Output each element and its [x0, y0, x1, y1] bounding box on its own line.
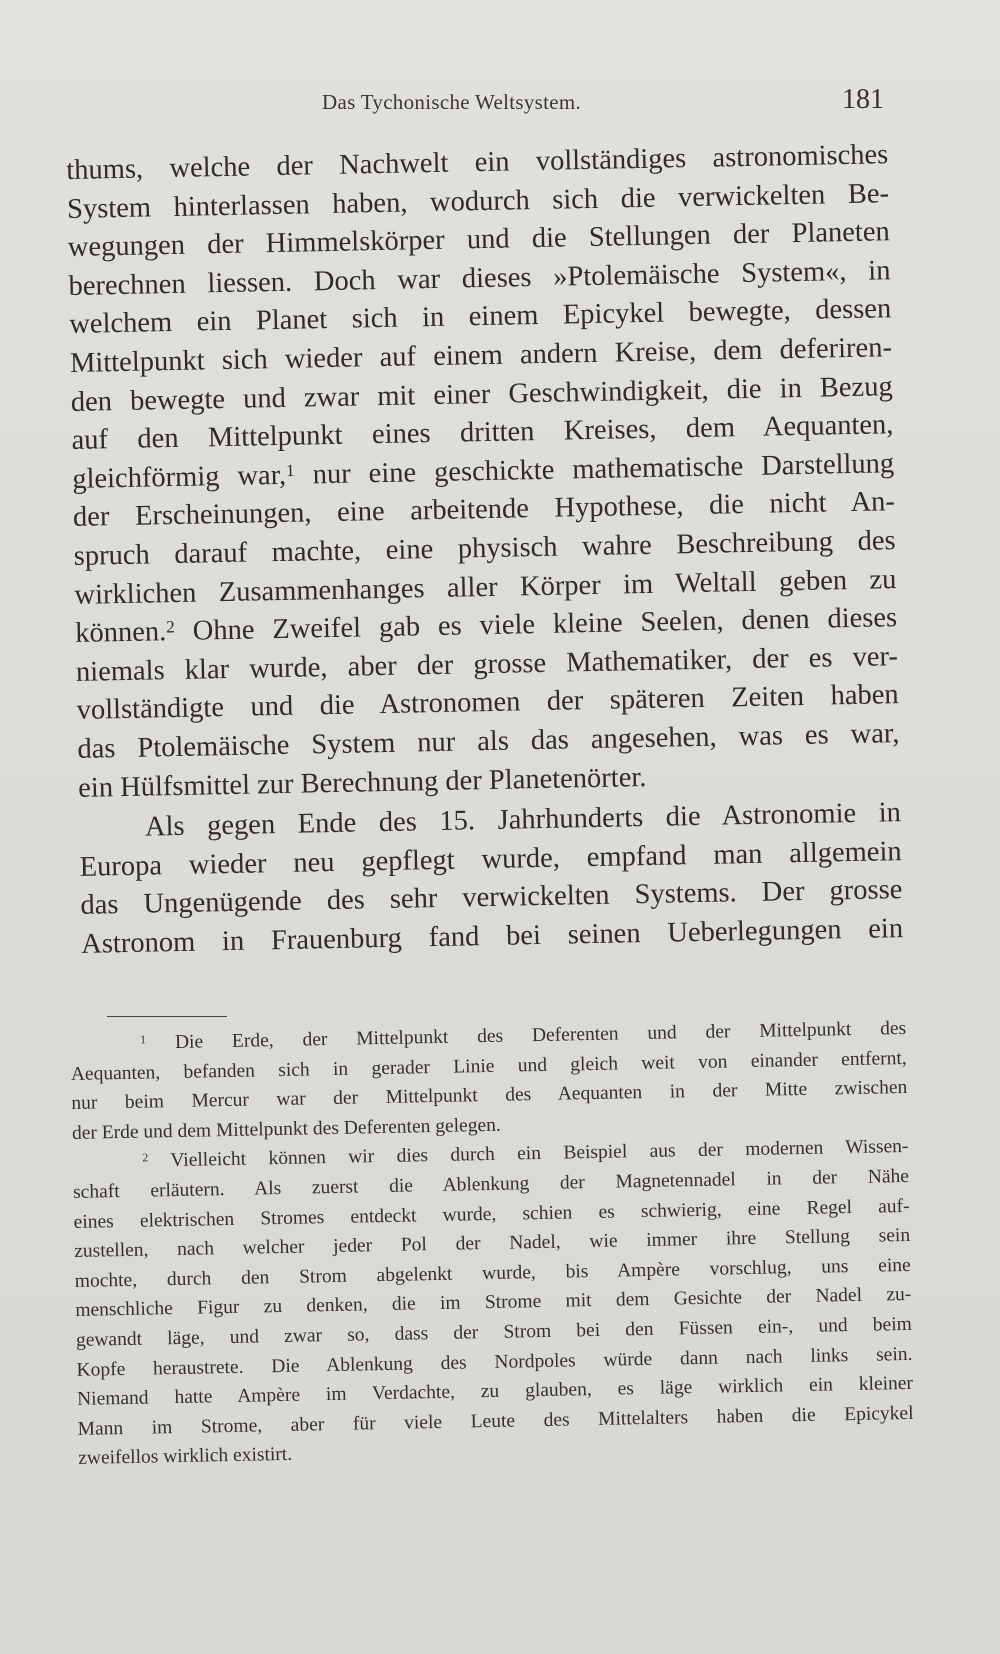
text-line: spruch darauf machte, eine physisch wahre Beschreibung des — [73, 525, 896, 572]
text-segment: können. — [74, 616, 167, 650]
text-segment: Vielleicht können wir dies durch ein Beispiel aus der modernen Wissen- — [170, 1136, 909, 1172]
text-segment: Die Erde, der Mittelpunkt des Deferenten und der Mittelpunkt des — [174, 1017, 907, 1053]
text-segment: gleichförmig war, — [71, 459, 287, 495]
footnote-line: eines elektrischen Stromes entdeckt wurde, schien es schwierig, eine Regel auf- — [73, 1195, 910, 1233]
text-line: Als gegen Ende des 15. Jahrhunderts die Astronomie in — [144, 797, 902, 843]
text-line: thums, welche der Nachwelt ein vollständiges astronomisches — [66, 139, 889, 186]
footnote-number: 2 — [142, 1151, 149, 1165]
text-segment: nur eine geschickte mathematische Darstellung — [312, 447, 895, 491]
text-line: auf den Mittelpunkt eines dritten Kreises, dem Aequanten, — [71, 409, 894, 457]
running-head — [0, 84, 1000, 120]
text-line: Mittelpunkt sich wieder auf einem andern Kreise, dem deferiren- — [69, 332, 893, 379]
footnote-divider — [107, 1016, 227, 1017]
footnote-reference: 2 — [165, 617, 175, 637]
footnote-line: Kopfe heraustrete. Die Ablenkung des Nordpoles würde dann nach links sein. — [76, 1343, 913, 1381]
text-line: vollständigte und die Astronomen der späteren Zeiten haben — [76, 679, 899, 727]
footnote-line: zustellen, nach welcher jeder Pol der Nadel, wie immer ihre Stellung sein — [74, 1225, 911, 1263]
text-line: wirklichen Zusammenhanges aller Körper im Weltall geben zu — [74, 563, 897, 611]
text-line: der Erscheinungen, eine arbeitende Hypothese, die nicht An- — [72, 486, 896, 534]
text-line: Europa wieder neu gepflegt wurde, empfand man allgemein — [79, 835, 902, 883]
footnote-line: menschliche Figur zu denken, die im Strome mit dem Gesichte der Nadel zu- — [75, 1284, 912, 1322]
footnote-reference: 1 — [285, 460, 295, 480]
text-line: den bewegte und zwar mit einer Geschwindigkeit, die in Bezug — [70, 370, 893, 418]
text-line: das Ungenügende des sehr verwickelten Systems. Der grosse — [80, 874, 903, 922]
footnote-line: Aequanten, befanden sich in gerader Linie und gleich weit von einander entfernt, — [70, 1047, 907, 1085]
text-line: das Ptolemäische System nur als das angesehen, was es war, — [77, 718, 900, 765]
footnote-line: Mann im Strome, aber für viele Leute des Mittelalters haben die Epicykel — [77, 1402, 914, 1440]
page-number: 181 — [842, 84, 884, 115]
footnotes — [70, 1014, 914, 1474]
footnote-line: mochte, durch den Strom abgelenkt wurde, bis Ampère vorschlug, uns eine — [74, 1254, 911, 1292]
text-line: Astronom in Frauenburg fand bei seinen Ueberlegungen ein — [80, 912, 904, 960]
footnote-line: gewandt läge, und zwar so, dass der Strom bei den Füssen ein-, und beim — [75, 1313, 913, 1351]
footnote-line: zweifellos wirklich existirt. — [78, 1444, 293, 1470]
footnote-line: schaft erläutern. Als zuerst die Ablenkung der Magnetennadel in der Nähe — [72, 1165, 910, 1203]
footnote-number: 1 — [140, 1033, 147, 1047]
running-head-title: Das Tychonische Weltsystem. — [322, 90, 582, 114]
text-line: ein Hülfsmittel zur Berechnung der Planetenörter. — [77, 761, 647, 804]
text-line: System hinterlassen haben, wodurch sich die verwickelten Be- — [66, 177, 890, 225]
footnote-line: Niemand hatte Ampère im Verdachte, zu glauben, es läge wirklich ein kleiner — [76, 1373, 914, 1411]
text-line: wegungen der Himmelskörper und die Stellungen der Planeten — [67, 216, 890, 264]
main-text — [66, 136, 903, 964]
text-line: welchem ein Planet sich in einem Epicykel bewegte, dessen — [69, 293, 892, 341]
footnote-line: der Erde und dem Mittelpunkt des Deferenten gelegen. — [71, 1114, 501, 1144]
text-segment: Ohne Zweifel gab es viele kleine Seelen, denen dieses — [192, 602, 898, 647]
text-line: berechnen liessen. Doch war dieses »Ptolemäische System«, in — [68, 254, 891, 302]
text-line: niemals klar wurde, aber der grosse Mathematiker, der es ver- — [75, 640, 899, 688]
footnote-line: nur beim Mercur war der Mittelpunkt des Aequanten in der Mitte zwischen — [71, 1077, 908, 1115]
